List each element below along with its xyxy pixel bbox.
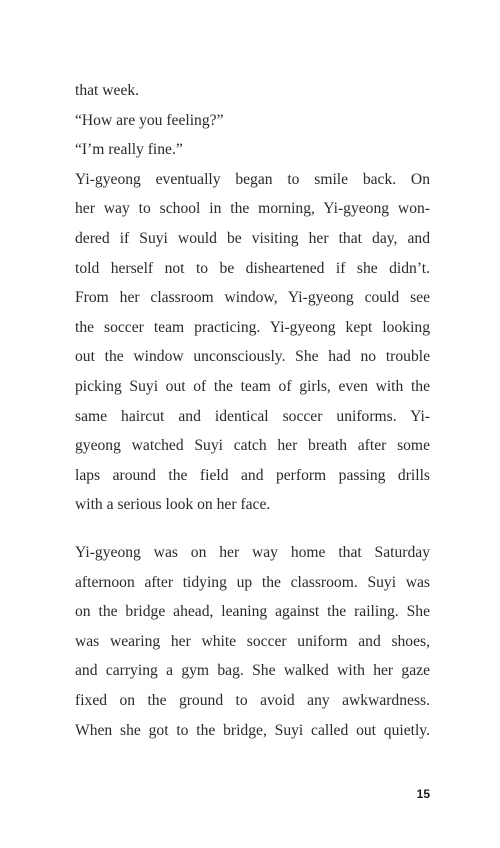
- text-line: picking Suyi out of the team of girls, even with the: [75, 377, 430, 395]
- text-line: and carrying a gym bag. She walked with her gaze: [75, 662, 430, 680]
- text-line: same haircut and identical soccer uniforms. Yi-: [75, 407, 430, 425]
- page-number: 15: [416, 787, 430, 801]
- text-line: “I’m really fine.”: [75, 141, 183, 159]
- text-line: was wearing her white soccer uniform and shoes,: [75, 632, 430, 650]
- body-text-section-1: [75, 76, 430, 520]
- text-line: on the bridge ahead, leaning against the railing. She: [75, 603, 430, 621]
- body-text-section-2: [75, 538, 430, 745]
- text-line: “How are you feeling?”: [75, 111, 224, 129]
- text-line: told herself not to be disheartened if she didn’t.: [75, 259, 430, 277]
- text-line: with a serious look on her face.: [75, 496, 271, 514]
- text-line: gyeong watched Suyi catch her breath after some: [75, 437, 430, 455]
- text-line: that week.: [75, 82, 140, 99]
- text-line: Yi-gyeong eventually began to smile back. On: [75, 170, 430, 188]
- text-line: laps around the field and perform passing drills: [75, 466, 430, 484]
- text-line: dered if Suyi would be visiting her that day, and: [75, 229, 430, 247]
- text-line: out the window unconsciously. She had no trouble: [75, 348, 430, 366]
- text-line: the soccer team practicing. Yi-gyeong kept looking: [75, 318, 430, 336]
- text-line: afternoon after tidying up the classroom. Suyi was: [75, 573, 430, 591]
- text-line: From her classroom window, Yi-gyeong could see: [75, 289, 430, 307]
- text-line: fixed on the ground to avoid any awkwardness.: [75, 691, 430, 709]
- text-line: Yi-gyeong was on her way home that Saturday: [75, 544, 430, 561]
- text-line: When she got to the bridge, Suyi called out quietly.: [75, 721, 430, 739]
- text-line: her way to school in the morning, Yi-gyeong won-: [75, 200, 430, 218]
